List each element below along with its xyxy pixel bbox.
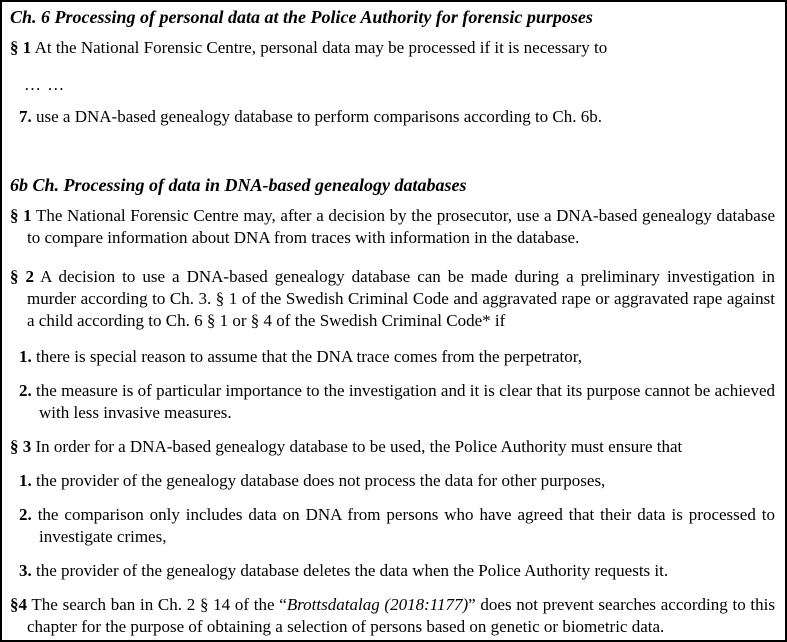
item2-text: the measure is of particular importance to the investigation and it is clear that its purpose cannot be achieved with less invasive measures. <box>36 381 776 422</box>
section4-text-after: ” does not prevent searches according to this chapter for the purpose of obtaining a selection of persons based on genetic or biometric data. <box>27 595 775 636</box>
section1-text: At the National Forensic Centre, personal data may be processed if it is necessary to <box>34 38 608 57</box>
section2-label: § 2 <box>10 267 35 286</box>
item7-text: use a DNA-based genealogy database to perform comparisons according to Ch. 6b. <box>36 107 603 126</box>
section2-text: A decision to use a DNA-based genealogy database can be made during a preliminary investigation in murder according to Ch. 3. § 1 of the Swedish Criminal Code and aggravated rape or aggravated rape against a child according to Ch. 6 § 1 or § 4 of the Swedish Criminal Code* if <box>27 267 776 330</box>
ellipsis-placeholder: … … <box>24 75 66 94</box>
section4-label: §4 <box>10 595 27 614</box>
item2-number: 2. <box>19 381 32 400</box>
chapter6b-section4 <box>10 594 775 638</box>
chapter6-item7 <box>19 106 775 128</box>
section4-law-title-italic: Brottsdatalag (2018:1177) <box>286 595 469 614</box>
chapter6b-heading: 6b Ch. Processing of data in DNA-based genealogy databases <box>10 175 467 195</box>
chapter6b-section1 <box>10 205 775 249</box>
section4-text-before: The search ban in Ch. 2 § 14 of the “ <box>31 595 287 614</box>
section3-label: § 3 <box>10 437 32 456</box>
section3-text: In order for a DNA-based genealogy database to be used, the Police Authority must ensure that <box>35 437 683 456</box>
section1-label: § 1 <box>10 38 32 57</box>
item3-number: 3. <box>19 561 32 580</box>
item1-text: there is special reason to assume that the DNA trace comes from the perpetrator, <box>36 347 582 366</box>
chapter6-section1 <box>10 37 775 59</box>
item3-text: the provider of the genealogy database deletes the data when the Police Authority requests it. <box>36 561 669 580</box>
chapter6-heading: Ch. 6 Processing of personal data at the Police Authority for forensic purposes <box>10 7 593 27</box>
section2-item2 <box>19 380 775 424</box>
item7-number: 7. <box>19 107 32 126</box>
section3-item3 <box>19 560 775 582</box>
item2-text: the comparison only includes data on DNA from persons who have agreed that their data is processed to investigate crimes, <box>37 505 775 546</box>
section1-text: The National Forensic Centre may, after a decision by the prosecutor, use a DNA-based genealogy database to compare information about DNA from traces with information in the database. <box>27 206 776 247</box>
item1-text: the provider of the genealogy database does not process the data for other purposes, <box>36 471 606 490</box>
chapter6b-section2 <box>10 266 775 332</box>
section2-item1 <box>19 346 775 368</box>
item2-number: 2. <box>19 505 32 524</box>
chapter6b-section3 <box>10 436 775 458</box>
section1-label: § 1 <box>10 206 32 225</box>
item1-number: 1. <box>19 471 32 490</box>
item1-number: 1. <box>19 347 32 366</box>
section3-item2 <box>19 504 775 548</box>
section3-item1 <box>19 470 775 492</box>
